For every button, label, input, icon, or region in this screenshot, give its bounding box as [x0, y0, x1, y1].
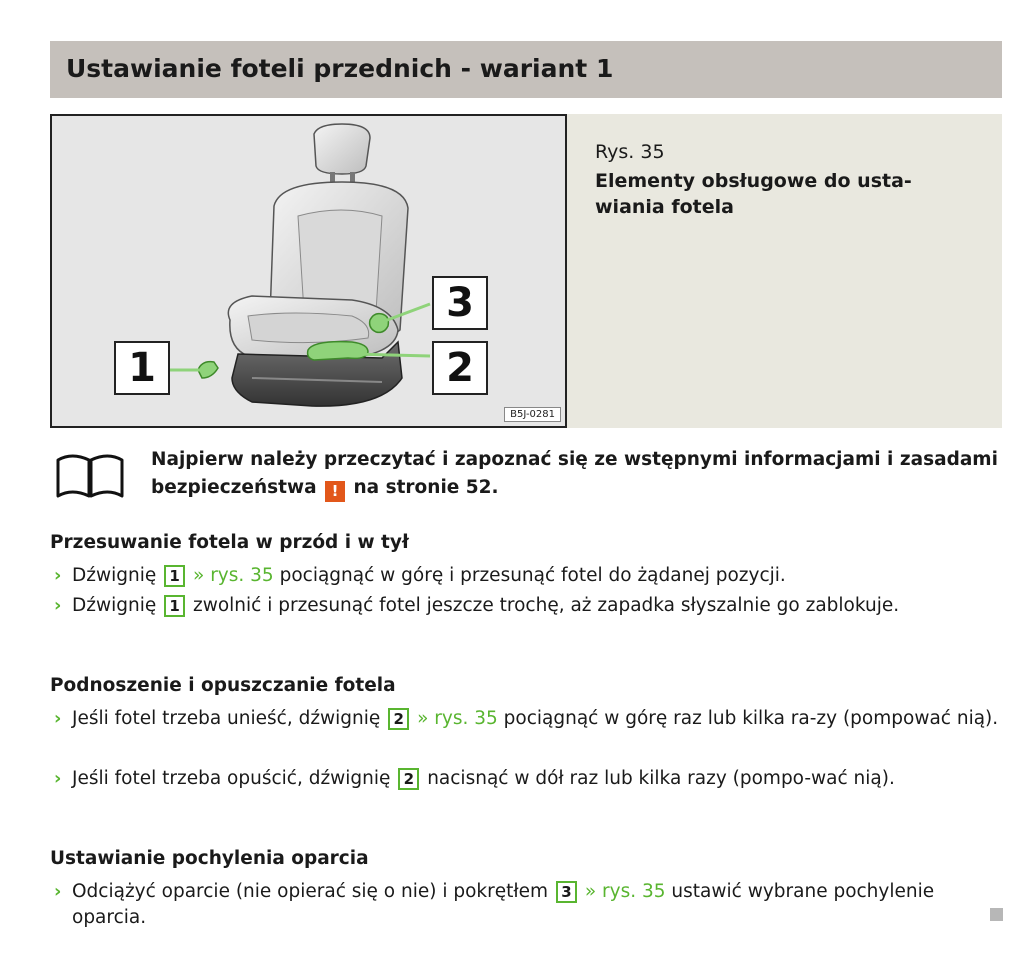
read-first-text-before: Najpierw należy przeczytać i zapoznać się ze wstępnymi informacjami i zasadami bezpieczeństwa: [151, 449, 998, 498]
bullet-arrow-icon: ›: [54, 595, 62, 616]
read-first-text: [151, 446, 1011, 502]
figure-panel: [50, 114, 1002, 428]
element-number-badge: 1: [164, 565, 185, 587]
book-icon: [54, 450, 126, 500]
bullet-arrow-icon: ›: [54, 881, 62, 902]
page-title: Ustawianie foteli przednich - wariant 1: [66, 54, 614, 83]
bullet-arrow-icon: ›: [54, 708, 62, 729]
bullet-text: Jeśli fotel trzeba unieść, dźwignię: [72, 708, 381, 729]
section-heading-recline: Ustawianie pochylenia oparcia: [50, 848, 369, 869]
element-number-badge: 1: [164, 595, 185, 617]
title-bar: [50, 41, 1002, 98]
section-heading-move: Przesuwanie fotela w przód i w tył: [50, 532, 409, 553]
list-item: [50, 563, 1010, 589]
list-item: [50, 706, 1010, 732]
bullet-text: Dźwignię: [72, 565, 157, 586]
bullet-text: Jeśli fotel trzeba opuścić, dźwignię: [72, 768, 391, 789]
bullet-text: Odciążyć oparcie (nie opierać się o nie) i pokrętłem: [72, 881, 549, 902]
bullet-arrow-icon: ›: [54, 768, 62, 789]
callout-2: 2: [432, 341, 488, 395]
bullet-text: zwolnić i przesunąć fotel jeszcze trochę, aż zapadka słyszalnie go zablokuje.: [193, 595, 900, 616]
list-item: [50, 766, 1010, 792]
bullet-arrow-icon: ›: [54, 565, 62, 586]
section-heading-raise-lower: Podnoszenie i opuszczanie fotela: [50, 675, 396, 696]
element-number-badge: 3: [556, 881, 577, 903]
figure-reference-link[interactable]: » rys. 35: [417, 708, 498, 729]
callout-3: 3: [432, 276, 488, 330]
bullet-text: nacisnąć w dół raz lub kilka razy (pompo-wać nią).: [427, 768, 895, 789]
read-first-page-link[interactable]: na stronie 52.: [353, 477, 499, 498]
seat-illustration: [50, 114, 567, 428]
element-number-badge: 2: [388, 708, 409, 730]
callout-1: 1: [114, 341, 170, 395]
bullet-text: Dźwignię: [72, 595, 157, 616]
list-item: [50, 593, 1010, 619]
bullet-text: pociągnąć w górę raz lub kilka ra-zy (pompować nią).: [503, 708, 999, 729]
end-of-section-marker: [990, 908, 1003, 921]
warning-icon: !: [325, 481, 345, 502]
image-code: B5J-0281: [504, 407, 561, 422]
figure-number: Rys. 35: [595, 141, 665, 163]
bullet-text: ustawić wybrane pochylenie oparcia.: [72, 881, 935, 928]
figure-reference-link[interactable]: » rys. 35: [193, 565, 274, 586]
element-number-badge: 2: [398, 768, 419, 790]
list-item: [50, 879, 1010, 931]
figure-caption: Elementy obsługowe do usta-wiania fotela: [595, 170, 912, 218]
bullet-text: pociągnąć w górę i przesunąć fotel do żądanej pozycji.: [279, 565, 786, 586]
read-first-note: [54, 446, 1004, 508]
figure-reference-link[interactable]: » rys. 35: [584, 881, 666, 902]
